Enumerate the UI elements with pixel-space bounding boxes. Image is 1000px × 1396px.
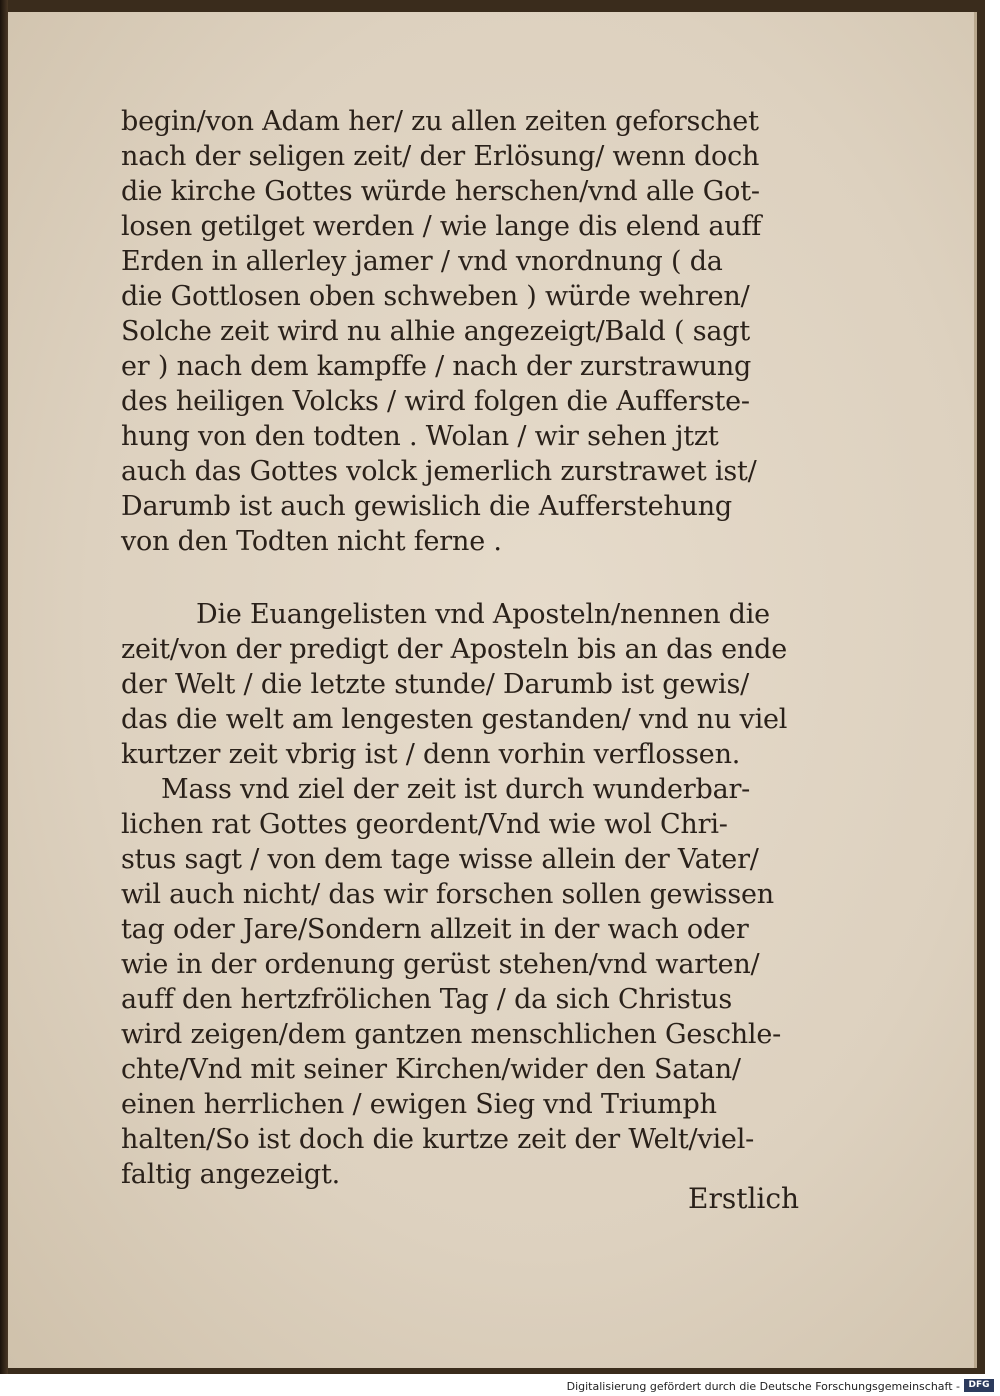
- text-line: Darumb ist auch gewislich die Aufferstehung: [121, 491, 733, 522]
- text-line: von den Todten nicht ferne .: [121, 526, 502, 557]
- text-line: wie in der ordenung gerüst stehen/vnd warten/: [121, 949, 760, 980]
- text-line: hung von den todten . Wolan / wir sehen jtzt: [121, 421, 719, 452]
- text-line: Mass vnd ziel der zeit ist durch wunderbar-: [161, 774, 751, 805]
- text-line: chte/Vnd mit seiner Kirchen/wider den Satan/: [121, 1054, 741, 1085]
- text-line: wird zeigen/dem gantzen menschlichen Geschle-: [121, 1019, 782, 1050]
- text-line: das die welt am lengesten gestanden/ vnd nu viel: [121, 704, 788, 735]
- text-line: einen herrlichen / ewigen Sieg vnd Triumph: [121, 1089, 717, 1120]
- footer-credit: Digitalisierung gefördert durch die Deutsche Forschungsgemeinschaft -: [566, 1380, 960, 1393]
- text-line: kurtzer zeit vbrig ist / denn vorhin verflossen.: [121, 739, 741, 770]
- scan-edge: [0, 0, 8, 1374]
- dfg-logo: DFG: [964, 1379, 994, 1392]
- catchword: Erstlich: [688, 1182, 800, 1215]
- paragraph-gap: [121, 559, 821, 597]
- text-line: auff den hertzfrölichen Tag / da sich Christus: [121, 984, 732, 1015]
- text-line: begin/von Adam her/ zu allen zeiten geforschet: [121, 106, 759, 137]
- text-line: auch das Gottes volck jemerlich zurstrawet ist/: [121, 456, 757, 487]
- text-line: stus sagt / von dem tage wisse allein der Vater/: [121, 844, 759, 875]
- text-line: lichen rat Gottes geordent/Vnd wie wol Chri-: [121, 809, 728, 840]
- text-line: die kirche Gottes würde herschen/vnd alle Got-: [121, 176, 760, 207]
- text-line: faltig angezeigt.: [121, 1159, 340, 1190]
- text-line: tag oder Jare/Sondern allzeit in der wach oder: [121, 914, 749, 945]
- text-line: nach der seligen zeit/ der Erlösung/ wenn doch: [121, 141, 760, 172]
- text-line: des heiligen Volcks / wird folgen die Aufferste-: [121, 386, 750, 417]
- text-line: halten/So ist doch die kurtze zeit der Welt/viel-: [121, 1124, 755, 1155]
- text-line: er ) nach dem kampffe / nach der zurstrawung: [121, 351, 752, 382]
- text-line: zeit/von der predigt der Aposteln bis an das ende: [121, 634, 787, 665]
- text-line: der Welt / die letzte stunde/ Darumb ist gewis/: [121, 669, 750, 700]
- text-line: die Gottlosen oben schweben ) würde wehren/: [121, 281, 750, 312]
- text-line: Erden in allerley jamer / vnd vnordnung ( da: [121, 246, 723, 277]
- text-line: Die Euangelisten vnd Aposteln/nennen die: [196, 599, 770, 630]
- page-text: [121, 104, 821, 1192]
- text-line: losen getilget werden / wie lange dis elend auff: [121, 211, 762, 242]
- footer: [0, 1376, 1000, 1396]
- text-line: Solche zeit wird nu alhie angezeigt/Bald ( sagt: [121, 316, 750, 347]
- text-line: wil auch nicht/ das wir forschen sollen gewissen: [121, 879, 774, 910]
- book-page: [8, 12, 977, 1368]
